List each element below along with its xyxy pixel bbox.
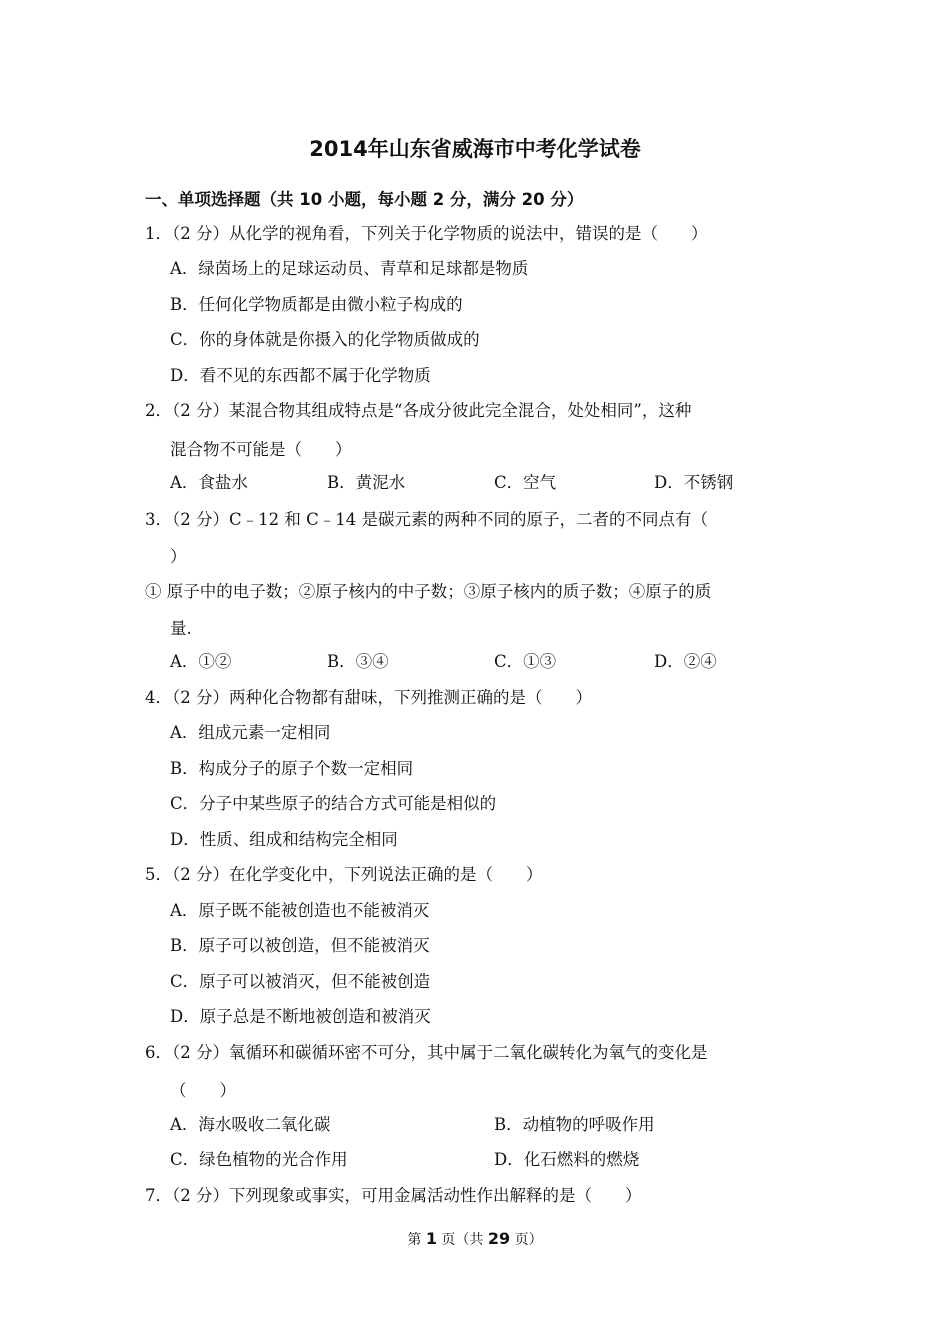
question-6-stem-continued: （ ）	[170, 1081, 236, 1100]
footer-prefix: 第	[407, 1232, 426, 1248]
question-3-option-d: D．②④	[654, 652, 717, 671]
question-1-option-c: C．你的身体就是你摄入的化学物质做成的	[170, 330, 480, 349]
question-1-option-b: B．任何化学物质都是由微小粒子构成的	[170, 295, 463, 314]
question-2-option-d: D．不锈钢	[654, 473, 734, 492]
question-3-info: ① 原子中的电子数；②原子核内的中子数；③原子核内的质子数；④原子的质	[145, 582, 712, 601]
question-3-stem: 3．（2 分）C﹣12 和 C﹣14 是碳元素的两种不同的原子，二者的不同点有（	[145, 510, 708, 529]
question-6-stem: 6．（2 分）氧循环和碳循环密不可分，其中属于二氧化碳转化为氧气的变化是	[145, 1043, 708, 1062]
question-1-stem: 1．（2 分）从化学的视角看，下列关于化学物质的说法中，错误的是（ ）	[145, 224, 708, 243]
page-title: 2014年山东省威海市中考化学试卷	[309, 137, 641, 161]
section-heading: 一、单项选择题（共 10 小题，每小题 2 分，满分 20 分）	[145, 190, 584, 209]
footer-page-number: 1	[425, 1229, 437, 1248]
question-3-option-b: B．③④	[327, 652, 389, 671]
question-1-option-a: A．绿茵场上的足球运动员、青草和足球都是物质	[170, 259, 529, 278]
question-4-option-a: A．组成元素一定相同	[170, 723, 331, 742]
question-3-stem-continued: ）	[170, 547, 187, 566]
question-4-stem: 4．（2 分）两种化合物都有甜味，下列推测正确的是（ ）	[145, 688, 592, 707]
question-2-option-c: C．空气	[494, 473, 557, 492]
question-5-option-d: D．原子总是不断地被创造和被消灭	[170, 1007, 431, 1026]
question-5-option-c: C．原子可以被消灭，但不能被创造	[170, 972, 431, 991]
question-2-stem: 2．（2 分）某混合物其组成特点是“各成分彼此完全混合，处处相同”，这种	[145, 401, 692, 420]
footer-total-pages: 29	[487, 1229, 511, 1248]
question-5-stem: 5．（2 分）在化学变化中，下列说法正确的是（ ）	[145, 865, 543, 884]
question-6-option-d: D．化石燃料的燃烧	[494, 1150, 640, 1169]
question-7-stem: 7．（2 分）下列现象或事实，可用金属活动性作出解释的是（ ）	[145, 1186, 642, 1205]
question-6-option-c: C．绿色植物的光合作用	[170, 1150, 348, 1169]
question-3-option-c: C．①③	[494, 652, 557, 671]
question-2-option-b: B．黄泥水	[327, 473, 406, 492]
question-3-option-a: A．①②	[170, 652, 232, 671]
question-1-option-d: D．看不见的东西都不属于化学物质	[170, 366, 431, 385]
question-4-option-c: C．分子中某些原子的结合方式可能是相似的	[170, 794, 497, 813]
question-2-stem-continued: 混合物不可能是（ ）	[170, 440, 352, 459]
question-3-info-continued: 量.	[170, 619, 192, 638]
question-5-option-a: A．原子既不能被创造也不能被消灭	[170, 901, 430, 920]
question-6-option-a: A．海水吸收二氧化碳	[170, 1115, 331, 1134]
page-footer	[0, 1229, 950, 1249]
question-6-option-b: B．动植物的呼吸作用	[494, 1115, 655, 1134]
question-4-option-d: D．性质、组成和结构完全相同	[170, 830, 398, 849]
footer-middle: 页（共	[436, 1232, 488, 1248]
footer-suffix: 页）	[510, 1232, 543, 1248]
question-4-option-b: B．构成分子的原子个数一定相同	[170, 759, 414, 778]
question-5-option-b: B．原子可以被创造，但不能被消灭	[170, 936, 430, 955]
question-2-option-a: A．食盐水	[170, 473, 248, 492]
